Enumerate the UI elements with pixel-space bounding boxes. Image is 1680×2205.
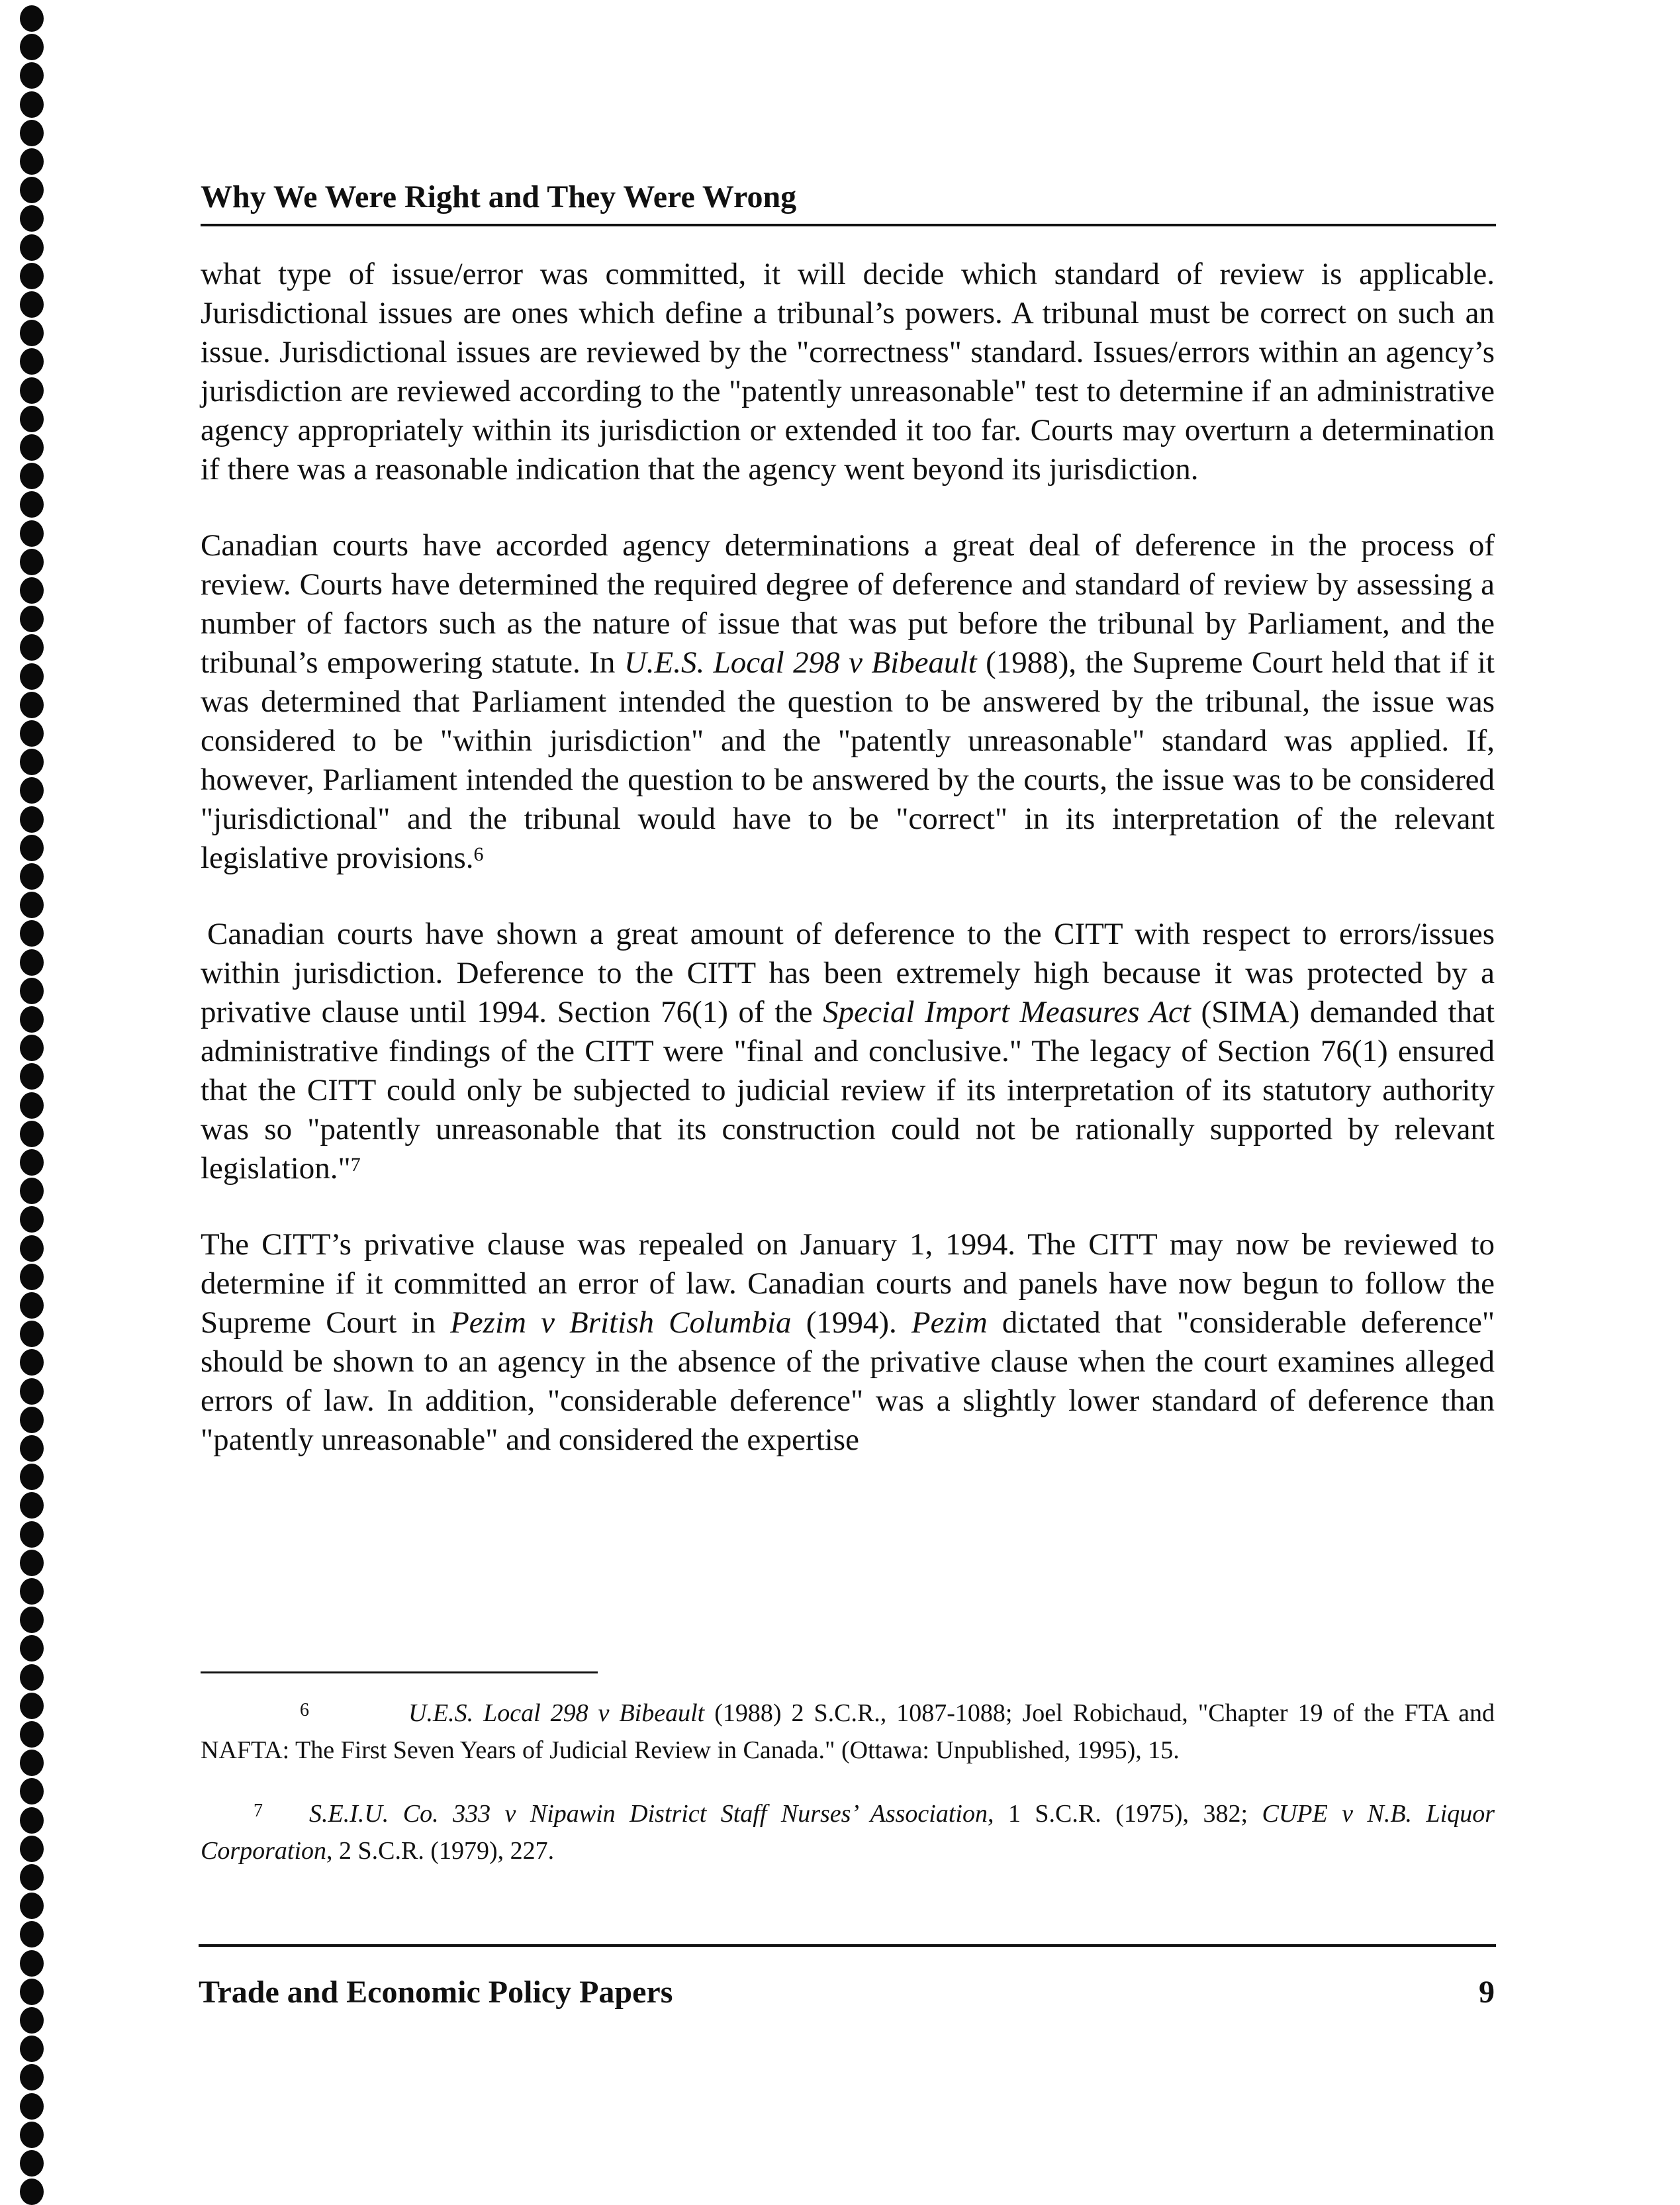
footnote [201, 1695, 1495, 1769]
binding-hole [20, 1550, 44, 1576]
footnote-separator [201, 1671, 598, 1673]
page-number: 9 [1479, 1975, 1495, 2010]
paragraph [201, 526, 1495, 878]
text-run: Canadian courts have shown a great amount of deference to the CITT with respect to errors/issues within jurisdiction. Deference to the CITT has been extremely high because it was protected by a privative clause until 1994. Section 76(1) of the [201, 917, 1495, 1029]
binding-hole [20, 1807, 44, 1834]
binding-hole [20, 34, 44, 60]
binding-hole [20, 291, 44, 318]
binding-hole [20, 606, 44, 632]
binding-hole [20, 1664, 44, 1691]
paragraph [201, 1225, 1495, 1460]
binding-hole [20, 692, 44, 718]
footnote-reference: 6 [473, 843, 484, 865]
binding-hole [20, 1149, 44, 1176]
footnotes [201, 1695, 1495, 1896]
footer-rule [199, 1944, 1496, 1947]
binding-hole [20, 806, 44, 833]
binding-hole [20, 720, 44, 747]
binding-hole [20, 1778, 44, 1805]
binding-hole [20, 1750, 44, 1776]
binding-hole [20, 62, 44, 89]
header-title: Why We Were Right and They Were Wrong [201, 179, 797, 214]
binding-hole [20, 1292, 44, 1319]
binding-hole [20, 978, 44, 1004]
binding-hole [20, 2122, 44, 2148]
binding-hole [20, 1121, 44, 1147]
binding-hole [20, 1378, 44, 1405]
binding-hole [20, 1235, 44, 1262]
binding-hole [20, 2007, 44, 2034]
binding-hole [20, 91, 44, 118]
binding-hole [20, 348, 44, 375]
binding-hole [20, 1893, 44, 1919]
running-header [201, 177, 1495, 217]
footnote [201, 1795, 1495, 1869]
binding-hole [20, 1921, 44, 1947]
binding-hole [20, 463, 44, 489]
text-run: what type of issue/error was committed, it will decide which standard of review is applicable. Jurisdictional issues are ones which define a tribunal’s powers. A tribunal must be correct on such an issue. Jurisdictional issues are reviewed by the "correctness" standard. Issues/errors within an agency’s jurisdiction are reviewed according to the "patently unreasonable" test to determine if an administrative agency appropriately within its jurisdiction or extended it too far. Courts may overturn a determination if there was a reasonable indication that the agency went beyond its jurisdiction. [201, 257, 1495, 487]
binding-hole [20, 234, 44, 261]
binding-hole [20, 835, 44, 861]
binding-hole [20, 520, 44, 547]
binding-hole [20, 549, 44, 575]
binding-hole [20, 1521, 44, 1548]
binding-hole [20, 1321, 44, 1347]
binding-hole [20, 1836, 44, 1862]
binding-hole [20, 1950, 44, 1977]
binding-hole [20, 2093, 44, 2120]
binding-hole [20, 1578, 44, 1605]
binding-hole [20, 1635, 44, 1662]
italic-citation: Pezim [911, 1305, 988, 1340]
binding-hole [20, 920, 44, 947]
italic-citation: U.E.S. Local 298 v Bibeault [408, 1699, 705, 1727]
text-run: (1988), the Supreme Court held that if it was determined that Parliament intended the question to be answered by the tribunal, the issue was considered to be "within jurisdiction" and the "patently unreasonable" standard was applied. If, however, Parliament intended the question to be answered by the courts, the issue was to be considered "jurisdictional" and the tribunal would have to be "correct" in its interpretation of the relevant legislative provisions. [201, 645, 1495, 875]
binding-hole [20, 577, 44, 604]
binding-hole [20, 263, 44, 289]
binding-hole [20, 663, 44, 690]
binding-hole [20, 177, 44, 203]
binding-hole [20, 1264, 44, 1290]
binding-hole [20, 2036, 44, 2062]
italic-citation: Pezim v British Columbia [450, 1305, 792, 1340]
binding-hole [20, 120, 44, 146]
binding-hole [20, 1178, 44, 1204]
body-text [201, 255, 1495, 1497]
binding-hole [20, 1607, 44, 1633]
binding-hole [20, 1435, 44, 1462]
text-run: , 2 S.C.R. (1979), 227. [326, 1837, 555, 1865]
binding-hole [20, 634, 44, 661]
text-run: (1994). [791, 1305, 911, 1340]
binding-hole [20, 1492, 44, 1519]
text-run: (SIMA) demanded that administrative findings of the CITT were "final and conclusive." The legacy of Section 76(1) ensured that the CITT could only be subjected to judicial review if its interpretation of its statutory authority was so "patently unreasonable that its construction could not be rationally supported by relevant legislation." [201, 995, 1495, 1186]
italic-citation: Special Import Measures Act [823, 995, 1191, 1029]
binding-hole [20, 1464, 44, 1490]
text-run: (1988) 2 S.C.R., 1087-1088; Joel Robichaud, "Chapter 19 of the FTA and NAFTA: The First Seven Years of Judicial Review in Canada." (Ottawa: Unpublished, 1995), 15. [201, 1699, 1495, 1764]
binding-hole [20, 2179, 44, 2205]
binding-hole [20, 377, 44, 404]
binding-hole [20, 1979, 44, 2005]
binding-hole [20, 749, 44, 775]
paragraph [201, 915, 1495, 1188]
binding-hole [20, 1349, 44, 1376]
binding-hole [20, 949, 44, 976]
footnote-text [201, 1699, 1495, 1764]
text-run: Canadian courts have accorded agency determinations a great deal of deference in the process of review. Courts have determined the required degree of deference and standard of review by assessing a number of factors such as the nature of issue that was put before the tribunal by Parliament, and the tribunal’s empowering statute. In [201, 528, 1495, 680]
binding-hole [20, 863, 44, 890]
binding-hole [20, 1092, 44, 1119]
binding-hole [20, 320, 44, 346]
binding-hole [20, 1206, 44, 1233]
text-run: The CITT’s privative clause was repealed on January 1, 1994. The CITT may now be reviewed to determine if it committed an error of law. Canadian courts and panels have now begun to follow the Supreme Court in [201, 1227, 1495, 1340]
binding-hole [20, 406, 44, 432]
binding-hole [20, 5, 44, 32]
binding-hole [20, 205, 44, 232]
footnote-number: 7 [254, 1801, 263, 1821]
binding-hole [20, 2064, 44, 2090]
paragraph [201, 255, 1495, 489]
binding-hole [20, 148, 44, 175]
italic-citation: U.E.S. Local 298 v Bibeault [624, 645, 977, 680]
italic-citation: CUPE v N.B. Liquor Corporation [201, 1800, 1495, 1865]
header-rule [201, 224, 1496, 226]
footnote-reference: 7 [350, 1154, 361, 1176]
binding-hole [20, 1407, 44, 1433]
text-run: dictated that "considerable deference" should be shown to an agency in the absence of the privative clause when the court examines alleged errors of law. In addition, "considerable deference" was a slightly lower standard of deference than "patently unreasonable" and considered the expertise [201, 1305, 1495, 1457]
footnote-number: 6 [300, 1700, 309, 1720]
binding-hole [20, 1063, 44, 1090]
running-footer [199, 1973, 1495, 2012]
binding-hole [20, 491, 44, 518]
binding-hole [20, 434, 44, 461]
spiral-binding [0, 0, 73, 2196]
binding-hole [20, 1864, 44, 1891]
binding-hole [20, 777, 44, 804]
binding-hole [20, 2150, 44, 2177]
footnote-text [201, 1800, 1495, 1865]
binding-hole [20, 892, 44, 918]
text-run: , 1 S.C.R. (1975), 382; [987, 1800, 1262, 1828]
binding-hole [20, 1721, 44, 1748]
italic-citation: S.E.I.U. Co. 333 v Nipawin District Staff Nurses’ Association [309, 1800, 988, 1828]
binding-hole [20, 1035, 44, 1061]
binding-hole [20, 1693, 44, 1719]
binding-hole [20, 1006, 44, 1033]
publication-title: Trade and Economic Policy Papers [199, 1975, 673, 2010]
